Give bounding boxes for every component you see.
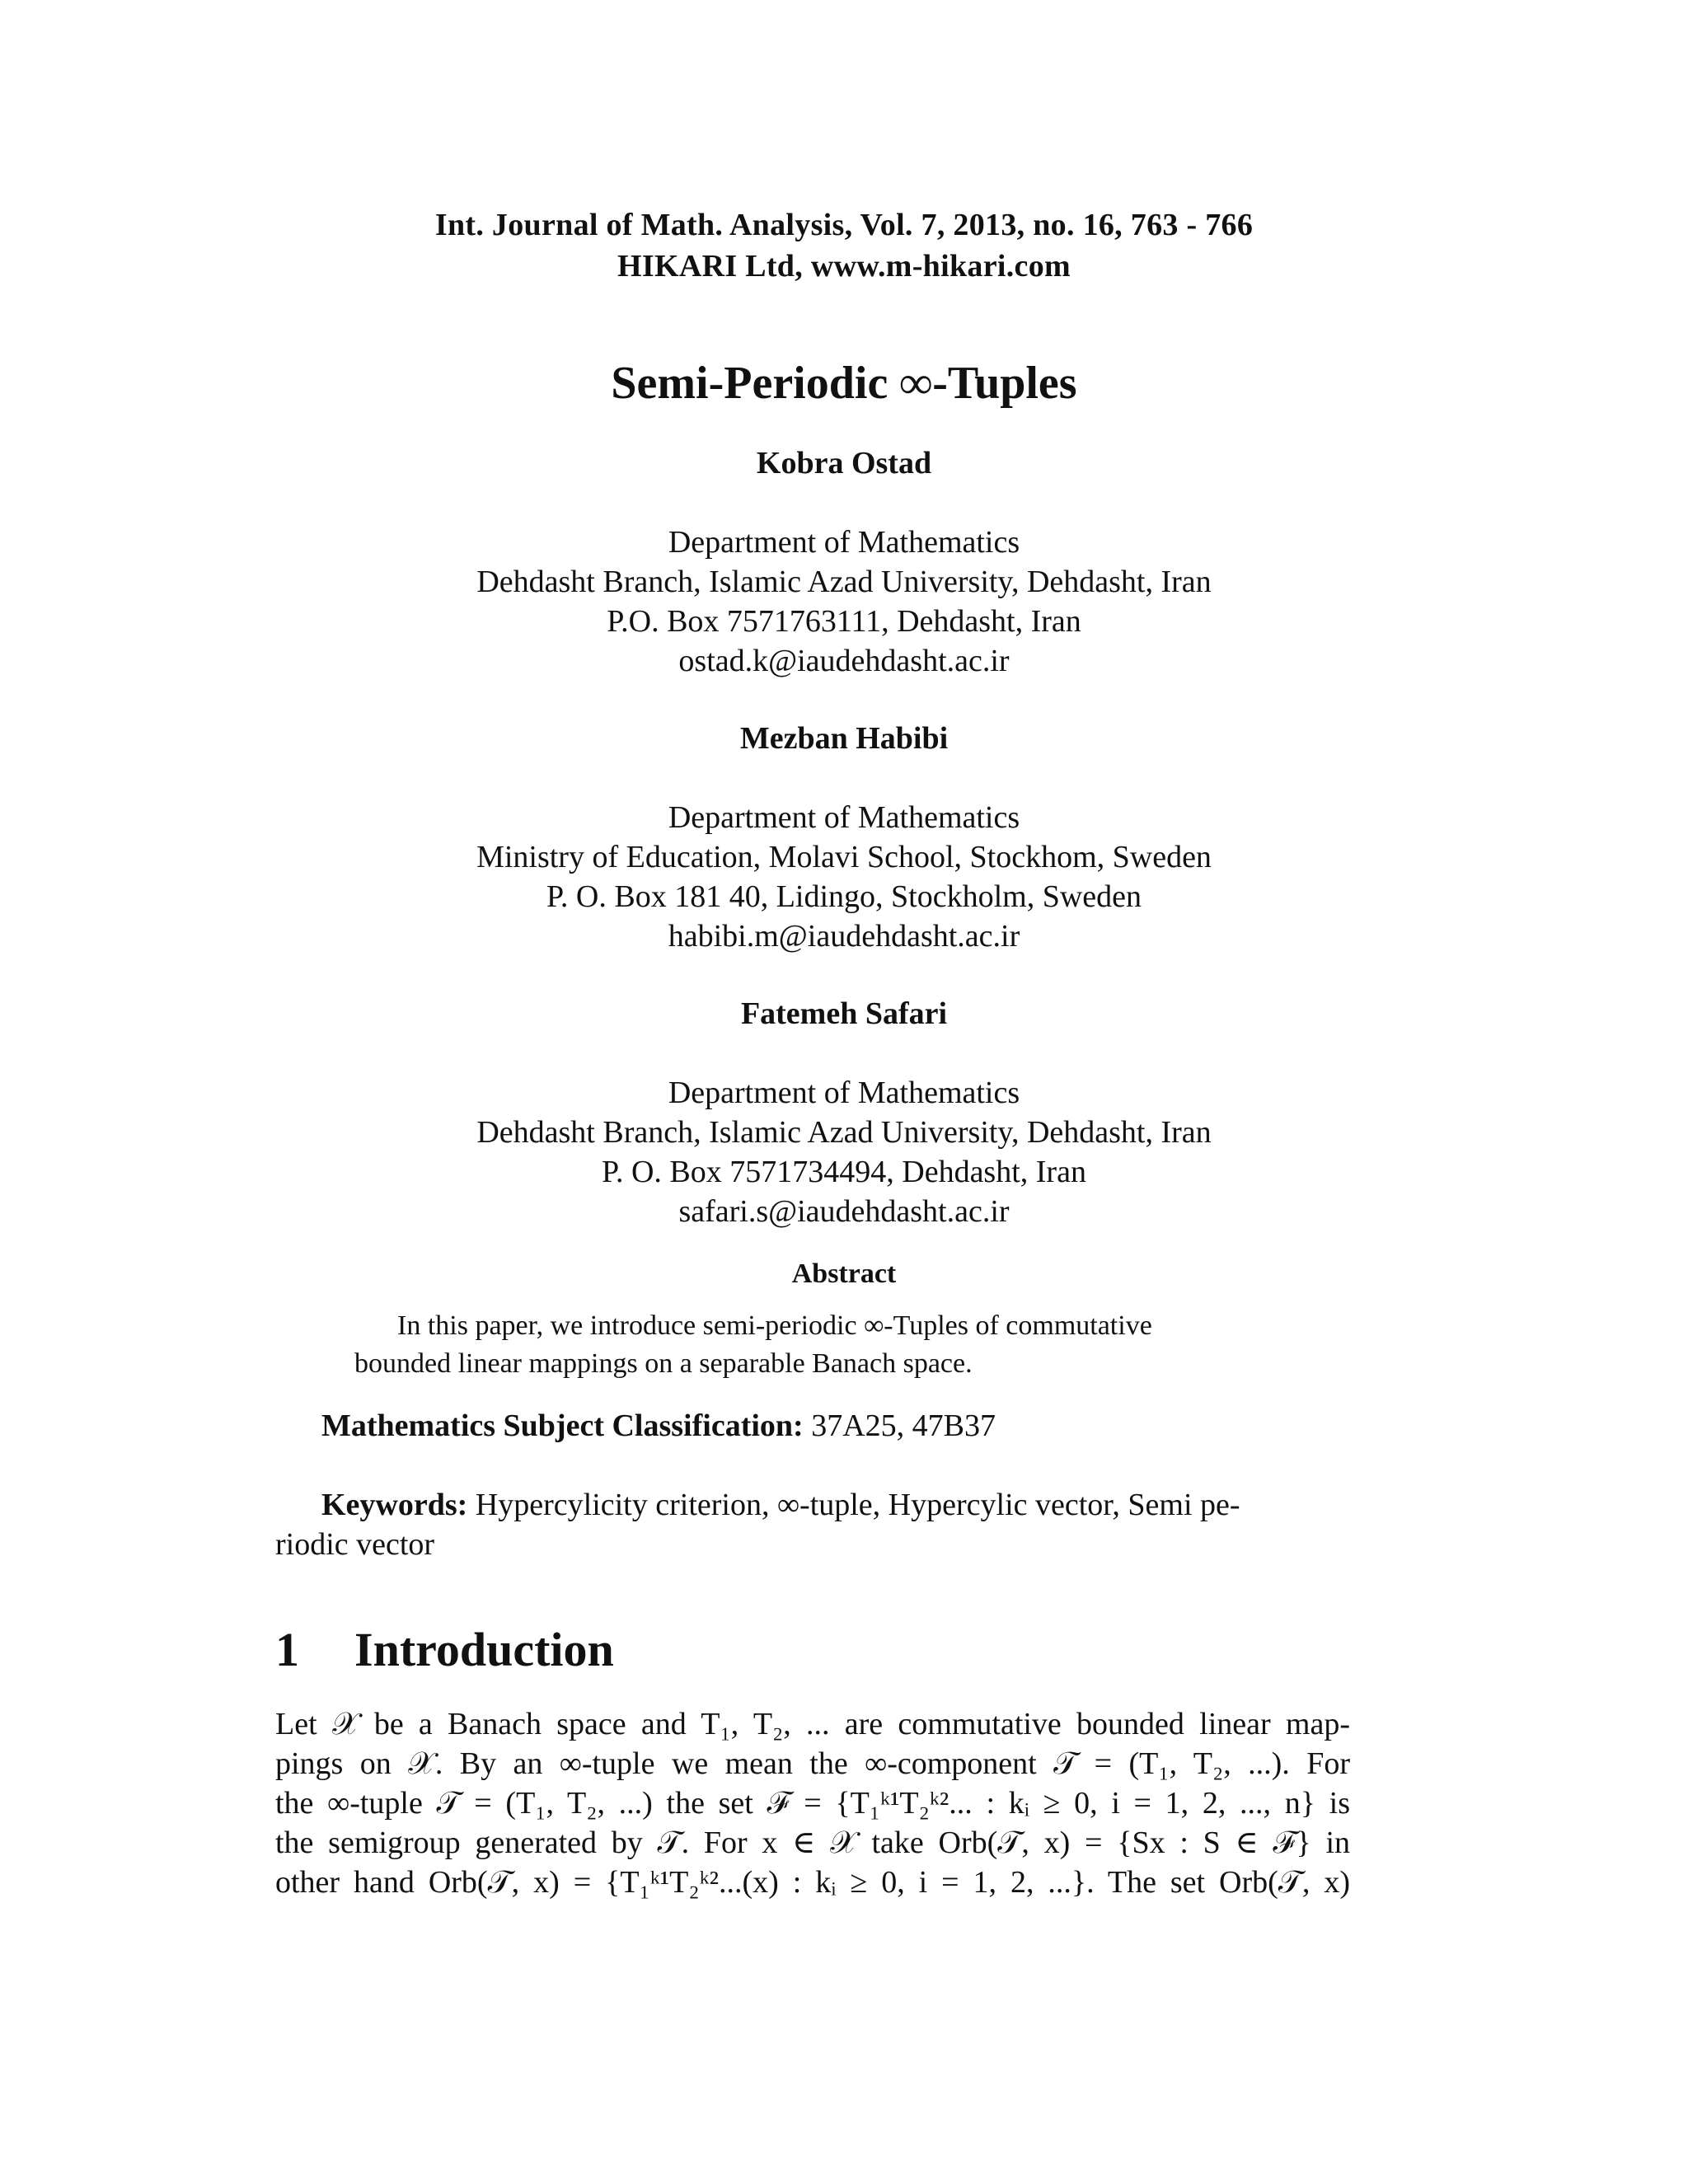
journal-header [0,204,1688,287]
keywords-label: Keywords: [321,1488,468,1522]
affiliation-address: P. O. Box 7571734494, Dehdasht, Iran [602,1155,1086,1189]
subject-classification [321,1406,996,1446]
journal-citation: Int. Journal of Math. Analysis, Vol. 7, 2013, no. 16, 763 - 766 [434,208,1254,242]
author-name-2: Mezban Habibi [739,721,949,756]
msc-label: Mathematics Subject Classification: [321,1408,804,1443]
paragraph-line: other hand Orb(𝒯, x) = {T₁ᵏ¹T₂ᵏ²...(x) : kᵢ ≥ 0, i = 1, 2, ...}. The set Orb(𝒯, x) [275,1865,1350,1900]
affiliation-email: safari.s@iaudehdasht.ac.ir [678,1194,1010,1229]
msc-codes: 37A25, 47B37 [803,1408,996,1443]
abstract-line: bounded linear mappings on a separable Banach space. [354,1348,973,1379]
keywords-text: Hypercylicity criterion, ∞-tuple, Hypercylic vector, Semi pe- [467,1488,1240,1522]
affiliation-department: Department of Mathematics [668,1076,1020,1110]
affiliation-department: Department of Mathematics [668,525,1020,560]
keywords-line: riodic vector [275,1527,435,1562]
section-title: Introduction [354,1623,614,1676]
paragraph-line: Let 𝒳 be a Banach space and T₁, T₂, ... are commutative bounded linear map- [275,1707,1350,1741]
keywords [275,1485,1350,1564]
author-name-3: Fatemeh Safari [740,996,948,1031]
section-number: 1 [275,1623,299,1676]
affiliation-address: P.O. Box 7571763111, Dehdasht, Iran [607,604,1081,639]
affiliation-department: Department of Mathematics [668,800,1020,835]
author-affiliation-2 [0,798,1688,956]
paragraph-line: the ∞-tuple 𝒯 = (T₁, T₂, ...) the set ℱ = {T₁ᵏ¹T₂ᵏ²... : kᵢ ≥ 0, i = 1, 2, ..., n} is [275,1786,1350,1821]
abstract-text [354,1307,1327,1383]
abstract-line: In this paper, we introduce semi-periodic ∞-Tuples of commutative [397,1310,1152,1341]
affiliation-institution: Ministry of Education, Molavi School, Stockhom, Sweden [476,840,1212,874]
author-name-1: Kobra Ostad [756,446,932,480]
section-heading [275,1620,614,1680]
affiliation-email: habibi.m@iaudehdasht.ac.ir [668,919,1020,954]
paragraph-line: pings on 𝒳. By an ∞-tuple we mean the ∞-component 𝒯 = (T₁, T₂, ...). For [275,1746,1350,1781]
paper-title: Semi-Periodic ∞-Tuples [611,358,1077,409]
keywords-line [275,1485,1350,1525]
affiliation-email: ostad.k@iaudehdasht.ac.ir [678,644,1010,678]
author-affiliation-1 [0,523,1688,681]
publisher-line: HIKARI Ltd, www.m-hikari.com [617,249,1071,284]
affiliation-institution: Dehdasht Branch, Islamic Azad University, Dehdasht, Iran [476,565,1212,599]
affiliation-institution: Dehdasht Branch, Islamic Azad University, Dehdasht, Iran [476,1115,1212,1150]
paragraph-line: the semigroup generated by 𝒯. For x ∈ 𝒳 take Orb(𝒯, x) = {Sx : S ∈ ℱ} in [275,1825,1350,1860]
affiliation-address: P. O. Box 181 40, Lidingo, Stockholm, Sweden [546,879,1142,914]
introduction-paragraph [275,1704,1350,1902]
abstract-heading: Abstract [791,1258,897,1289]
author-affiliation-3 [0,1073,1688,1231]
